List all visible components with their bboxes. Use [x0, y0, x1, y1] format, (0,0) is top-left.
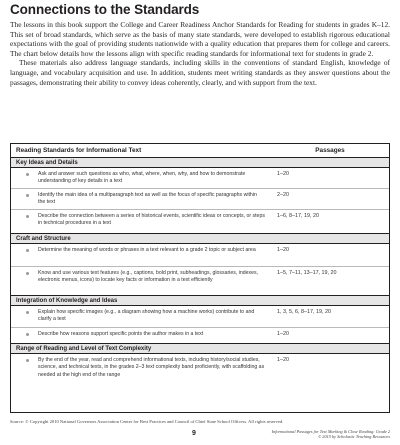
section-heading-integration: Integration of Knowledge and Ideas: [11, 296, 389, 306]
passages-cell: 1–20: [277, 171, 289, 177]
page-number: 9: [192, 430, 196, 437]
table-row: [11, 244, 389, 267]
standard-text: Describe how reasons support specific points the author makes in a text: [11, 328, 271, 343]
bullet-icon: [26, 215, 29, 218]
passages-cell: 1–20: [277, 247, 289, 253]
bullet-icon: [26, 249, 29, 252]
standard-text: Know and use various text features (e.g., captions, bold print, subheadings, glossaries, indexes, electronic menus, icons) to locate key facts or information in a text efficiently: [11, 267, 271, 295]
table-row: [11, 168, 389, 189]
bullet-icon: [26, 359, 29, 362]
page-title: Connections to the Standards: [10, 2, 200, 17]
passages-cell: 1–20: [277, 331, 289, 337]
standard-text: Determine the meaning of words or phrases in a text relevant to a grade 2 topic or subject area: [11, 244, 271, 266]
passages-cell: 1–20: [277, 357, 289, 363]
bullet-icon: [26, 194, 29, 197]
bullet-icon: [26, 173, 29, 176]
bullet-icon: [26, 333, 29, 336]
book-credit: [272, 429, 390, 440]
bullet-icon: [26, 272, 29, 275]
table-header: [11, 144, 389, 158]
header-passages: Passages: [315, 147, 345, 154]
passages-cell: 2–20: [277, 192, 289, 198]
standards-table: [10, 143, 390, 413]
table-row: [11, 267, 389, 296]
standard-text: Explain how specific images (e.g., a diagram showing how a machine works) contribute to and clarify a text: [11, 306, 271, 327]
passages-cell: 1–6, 8–17, 19, 20: [277, 213, 319, 219]
passages-cell: 1, 3, 5, 6, 8–17, 19, 20: [277, 309, 331, 315]
intro-paragraph-2: These materials also address language standards, including skills in the conventions of standard English, knowledge of language, and vocabulary acquisition and use. In addition, students meet writing standards as they answer questions about the passages, demonstrating their ability to convey ideas coherently, clearly, and with support from the text.: [10, 58, 390, 87]
section-heading-range-of-reading: Range of Reading and Level of Text Complexity: [11, 344, 389, 354]
header-standards: Reading Standards for Informational Text: [16, 147, 142, 154]
intro-paragraph-1: The lessons in this book support the College and Career Readiness Anchor Standards for Reading for students in grades K–12. This set of broad standards, which serve as the basis of many state standards, were developed to establish rigorous educational expectations with the goal of providing students nationwide with a quality education that prepares them for college and careers. The chart below details how the lessons align with specific reading standards for informational text for students in grade 2.: [10, 20, 390, 58]
section-heading-key-ideas: Key Ideas and Details: [11, 158, 389, 168]
table-row: [11, 210, 389, 234]
table-row: [11, 354, 389, 391]
table-row: [11, 306, 389, 328]
standard-text: Identify the main idea of a multiparagraph text as well as the focus of specific paragraphs within the text: [11, 189, 271, 209]
passages-cell: 1–5, 7–11, 13–17, 19, 20: [277, 270, 337, 276]
intro-text: [10, 20, 390, 87]
bullet-icon: [26, 311, 29, 314]
table-row: [11, 328, 389, 344]
standard-text: By the end of the year, read and comprehend informational texts, including history/social studies, science, and technical texts, in the grades 2–3 text complexity band proficiently, with scaffolding as needed at the high end of the range: [11, 354, 271, 391]
standard-text: Ask and answer such questions as who, what, where, when, why, and how to demonstrate understanding of key details in a text: [11, 168, 271, 188]
copyright-line: © 2015 by Scholastic Teaching Resources: [317, 434, 390, 440]
table-row: [11, 189, 389, 210]
book-title: Informational Passages for Text Marking & Close Reading: Grade 2: [271, 429, 390, 434]
section-heading-craft-structure: Craft and Structure: [11, 234, 389, 244]
standard-text: Describe the connection between a series of historical events, scientific ideas or concepts, or steps in technical procedures in a text: [11, 210, 271, 233]
source-note: Source: © Copyright 2010 National Governors Association Center for Best Practices and Council of Chief State School Officers. All rights reserved.: [10, 419, 284, 424]
